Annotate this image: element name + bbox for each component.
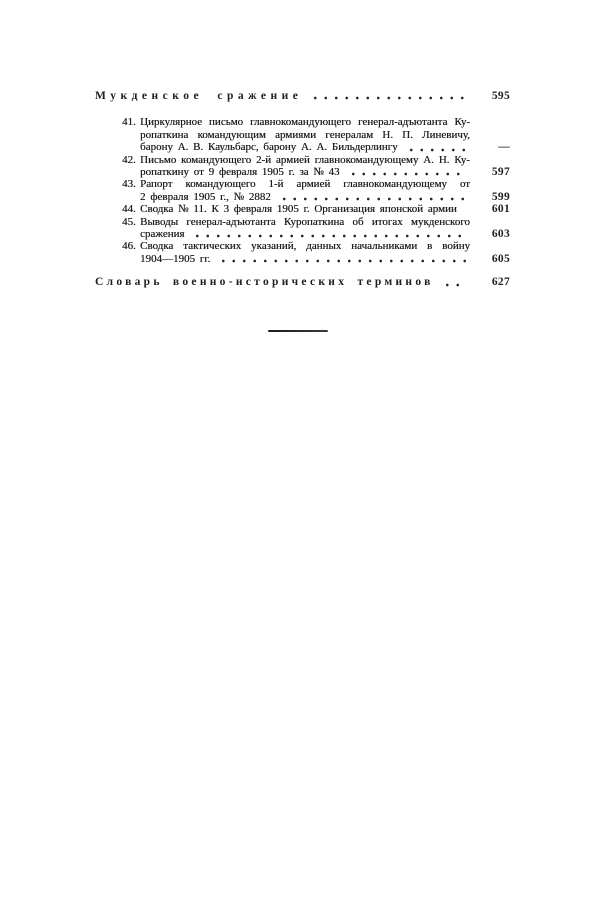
entry-text-line: Выводы генерал-адъютанта Куропаткина об итогах мукденского [140,215,470,228]
toc-entry [95,216,510,241]
toc-entry [95,116,510,153]
toc-entry [95,203,510,215]
dot-leader [192,234,466,238]
dot-leader [465,210,466,214]
toc-entry [95,154,510,179]
entry-page-number: 599 [491,190,510,203]
toc-entry [95,240,510,265]
entry-number: 41. [122,116,136,129]
dot-leader [406,148,466,152]
entry-last-line-text: 1904—1905 гг. [140,252,211,265]
entry-text [140,154,470,179]
section-heading: Мукденское сражение [95,90,303,102]
entry-text [140,203,470,215]
dot-leader [348,172,466,176]
entry-text-line: Рапорт командующего 1-й армией главнокомандующему от [140,178,470,191]
entry-number: 42. [122,153,136,166]
entry-text-line: Циркулярное письмо главнокомандующего генерал-адъютанта Ку- [140,116,470,129]
divider-rule [268,330,328,332]
entry-last-line-text: ропаткину от 9 февраля 1905 г. за № 43 [140,166,340,179]
entry-text [140,178,470,203]
entry-text-line: Письмо командующего 2-й армией главнокомандующему А. Н. Ку- [140,153,470,166]
dot-leader [279,197,466,201]
entry-number: 44. [122,203,136,216]
entry-text-line: ропаткина командующим армиями генералам Н. П. Линевичу, [140,128,470,141]
entry-number: 45. [122,215,136,228]
entry-text [140,116,470,153]
entry-text [140,240,470,265]
entry-page-number: 601 [491,203,510,216]
entry-last-line [140,191,470,203]
entry-page-number: 603 [491,228,510,241]
section-page-number: 595 [491,90,510,102]
section-heading-row [95,90,510,102]
glossary-entry-row [95,276,510,288]
entry-text-line: Сводка тактических указаний, данных начальниками в войну [140,240,470,253]
entry-number: 46. [122,240,136,253]
entry-last-line [140,141,470,153]
entry-last-line [140,166,470,178]
dot-leader [310,96,466,100]
glossary-entry-label: Словарь военно-исторических терминов [95,276,434,289]
entry-last-line-text: сражения [140,228,185,241]
entry-page-number: 605 [491,252,510,265]
entry-last-line-text: барону А. В. Каульбарс, барону А. А. Бильдерлингу [140,141,398,154]
entry-last-line-text: 2 февраля 1905 г., № 2882 [140,190,271,203]
dot-leader [218,259,466,263]
entry-text [140,216,470,241]
entry-page-number: — [498,141,510,154]
toc-entries [95,116,510,265]
glossary-page-number: 627 [491,276,510,289]
dot-leader [442,283,466,287]
table-of-contents [95,90,510,289]
entry-last-line [140,253,470,265]
entry-last-line [140,203,470,215]
entry-number: 43. [122,178,136,191]
entry-last-line [140,228,470,240]
entry-last-line-text: Сводка № 11. К 3 февраля 1905 г. Организация японской армии [140,203,457,216]
entry-page-number: 597 [491,166,510,179]
toc-entry [95,178,510,203]
